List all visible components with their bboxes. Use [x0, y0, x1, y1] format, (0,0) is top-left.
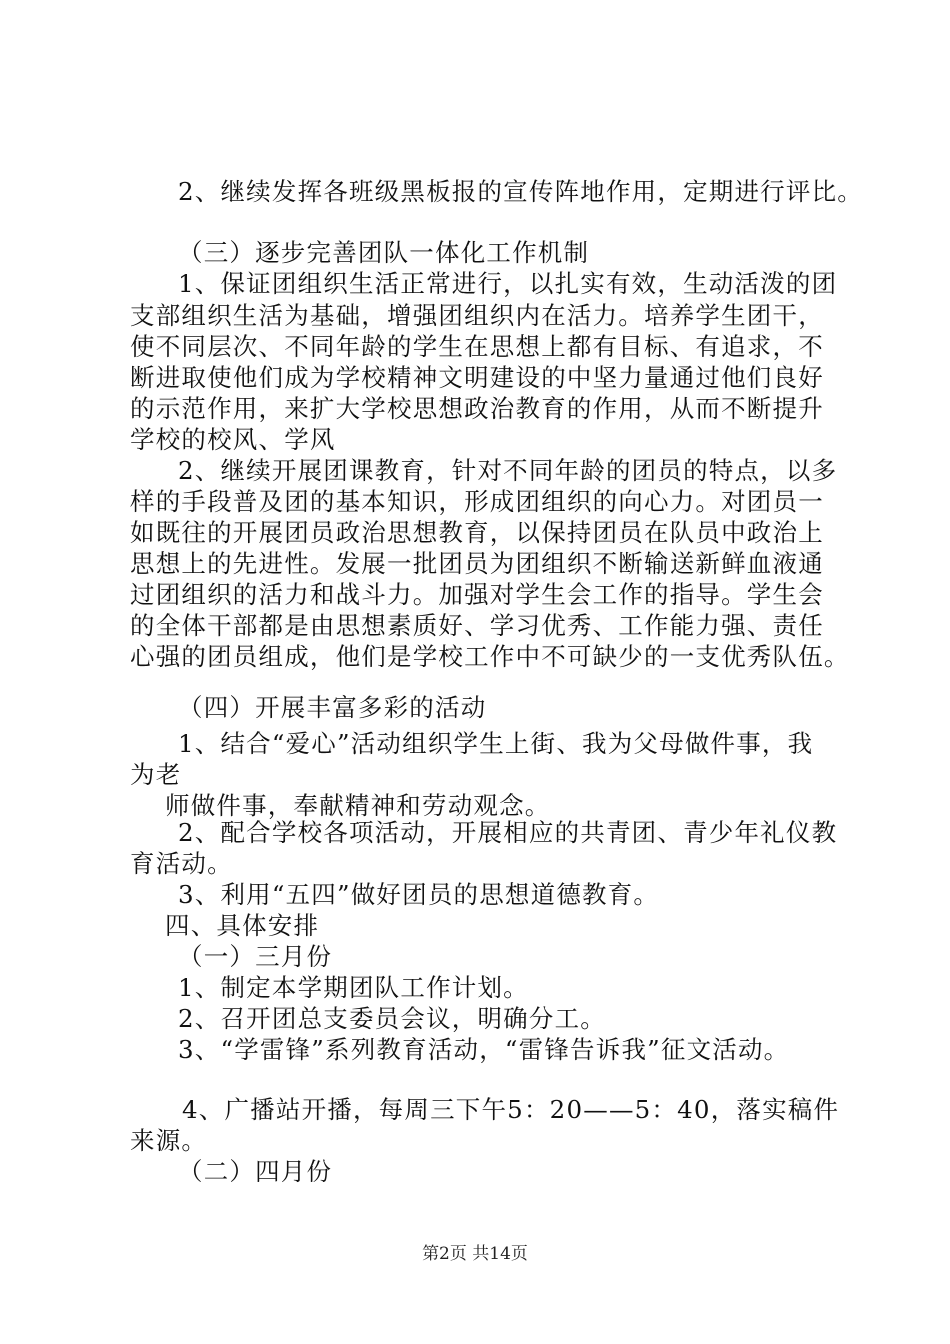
paragraph-line: 样的手段普及团的基本知识，形成团组织的向心力。对团员一	[130, 487, 824, 516]
paragraph-line: 1、制定本学期团队工作计划。	[178, 973, 529, 1002]
paragraph-line: 2、配合学校各项活动，开展相应的共青团、青少年礼仪教	[178, 818, 838, 847]
page-number-footer: 第2页 共14页	[422, 1244, 528, 1264]
paragraph-line: 使不同层次、不同年龄的学生在思想上都有目标、有追求，不	[130, 332, 824, 361]
paragraph-line: 3、利用“五四”做好团员的思想道德教育。	[178, 880, 660, 909]
paragraph-line: 学校的校风、学风	[130, 425, 336, 454]
paragraph-line: 的示范作用，来扩大学校思想政治教育的作用，从而不断提升	[130, 394, 824, 423]
paragraph-line: 支部组织生活为基础，增强团组织内在活力。培养学生团干，	[130, 301, 824, 330]
section-heading: 四、具体安排	[165, 911, 320, 940]
paragraph-line: 2、继续开展团课教育，针对不同年龄的团员的特点，以多	[178, 456, 838, 485]
paragraph-line: 断进取使他们成为学校精神文明建设的中坚力量通过他们良好	[130, 363, 824, 392]
section-heading: （三）逐步完善团队一体化工作机制	[178, 238, 590, 267]
section-heading: （二）四月份	[178, 1157, 333, 1186]
paragraph-line: 为老	[130, 760, 182, 789]
paragraph-line: 育活动。	[130, 849, 233, 878]
paragraph-line: 2、召开团总支委员会议，明确分工。	[178, 1004, 606, 1033]
paragraph-line: 来源。	[130, 1126, 208, 1155]
paragraph-line: 心强的团员组成，他们是学校工作中不可缺少的一支优秀队伍。	[130, 642, 850, 671]
paragraph-line: 思想上的先进性。发展一批团员为团组织不断输送新鲜血液通	[130, 549, 824, 578]
paragraph-line: 1、保证团组织生活正常进行，以扎实有效，生动活泼的团	[178, 269, 838, 298]
paragraph-line: 3、“学雷锋”系列教育活动，“雷锋告诉我”征文活动。	[178, 1035, 790, 1064]
paragraph-line: 的全体干部都是由思想素质好、学习优秀、工作能力强、责任	[130, 611, 824, 640]
paragraph-line: 1、结合“爱心”活动组织学生上街、我为父母做件事，我	[178, 729, 814, 758]
paragraph-line: 师做件事，奉献精神和劳动观念。	[165, 791, 551, 820]
paragraph-line: 4、广播站开播，每周三下午5：20——5：40，落实稿件	[182, 1095, 840, 1124]
section-heading: （一）三月份	[178, 942, 333, 971]
paragraph-line: 如既往的开展团员政治思想教育，以保持团员在队员中政治上	[130, 518, 824, 547]
paragraph-line: 过团组织的活力和战斗力。加强对学生会工作的指导。学生会	[130, 580, 824, 609]
section-heading: （四）开展丰富多彩的活动	[178, 693, 487, 722]
paragraph-line: 2、继续发挥各班级黑板报的宣传阵地作用，定期进行评比。	[178, 177, 863, 206]
